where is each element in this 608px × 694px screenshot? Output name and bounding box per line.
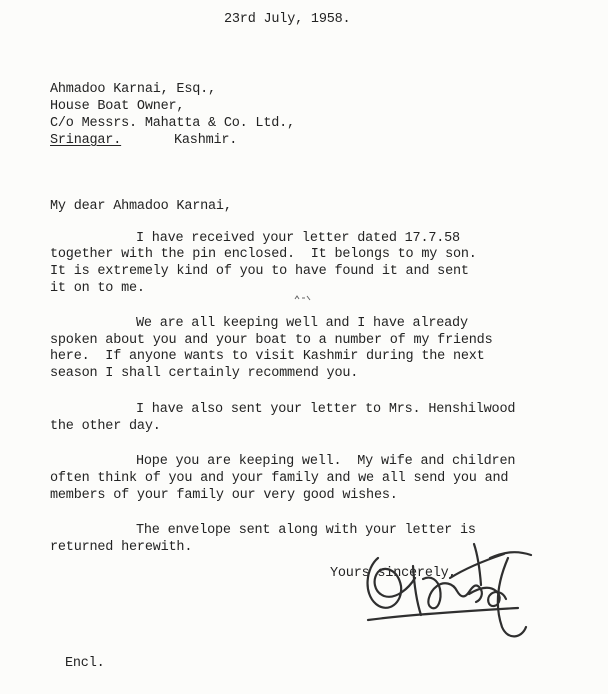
paragraph-2-line-2: spoken about you and your boat to a number of my friends — [50, 333, 493, 348]
paragraph-4-line-2: often think of you and your family and we all send you and — [50, 471, 509, 486]
paragraph-4-line-1: Hope you are keeping well. My wife and children — [136, 454, 516, 469]
handwritten-signature — [358, 538, 538, 643]
paragraph-2-line-3: here. If anyone wants to visit Kashmir during the next — [50, 349, 485, 364]
salutation: My dear Ahmadoo Karnai, — [50, 199, 232, 214]
paragraph-5-line-2: returned herewith. — [50, 540, 193, 555]
enclosure-note: Encl. — [65, 656, 105, 671]
recipient-occupation: House Boat Owner, — [50, 99, 185, 114]
paragraph-3-line-2: the other day. — [50, 419, 161, 434]
paragraph-2-line-1: We are all keeping well and I have already — [136, 316, 468, 331]
paragraph-1-line-4: it on to me. — [50, 281, 145, 296]
closing: Yours sincerely, — [330, 566, 457, 581]
paragraph-5-line-1: The envelope sent along with your letter is — [136, 523, 476, 538]
recipient-name: Ahmadoo Karnai, Esq., — [50, 82, 216, 97]
letter-date: 23rd July, 1958. — [224, 12, 351, 27]
paragraph-4-line-3: members of your family our very good wishes. — [50, 488, 398, 503]
recipient-care-of: C/o Messrs. Mahatta & Co. Ltd., — [50, 116, 295, 131]
paragraph-1-line-3: It is extremely kind of you to have found it and sent — [50, 264, 469, 279]
paragraph-3-line-1: I have also sent your letter to Mrs. Henshilwood — [136, 402, 516, 417]
paragraph-2-line-4: season I shall certainly recommend you. — [50, 366, 359, 381]
recipient-region: Kashmir. — [174, 133, 238, 148]
recipient-city: Srinagar. — [50, 133, 122, 148]
stray-mark — [294, 294, 312, 302]
paragraph-1-line-1: I have received your letter dated 17.7.58 — [136, 231, 460, 246]
paragraph-1-line-2: together with the pin enclosed. It belongs to my son. — [50, 247, 477, 262]
